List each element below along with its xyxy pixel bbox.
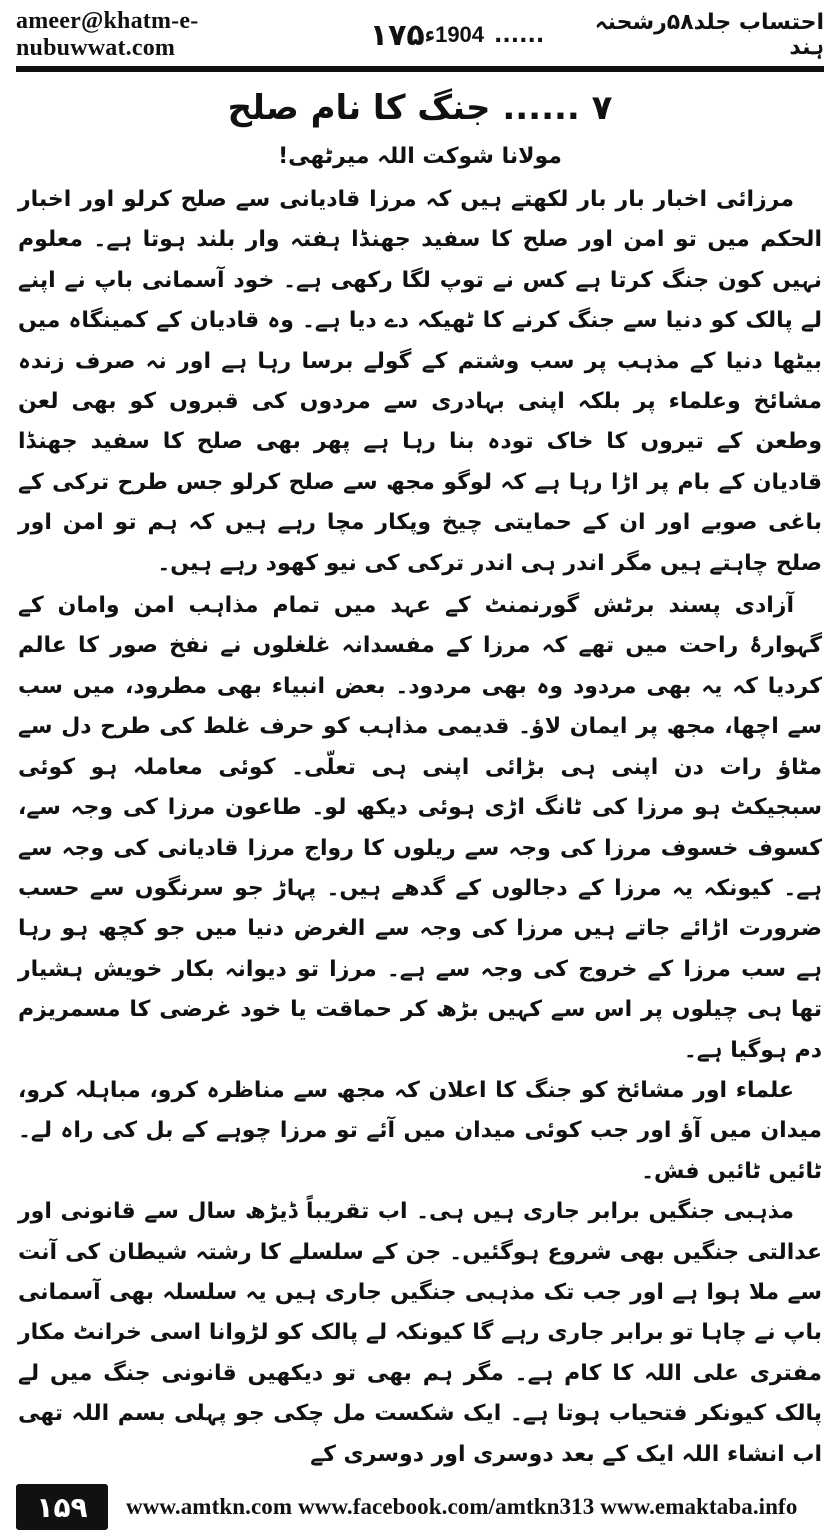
footer-page-number: ۱۵۹: [16, 1484, 108, 1530]
paragraph-2: آزادی پسند برٹش گورنمنٹ کے عہد میں تمام مذاہب امن وامان کے گہوارۂ راحت میں تھے کہ مرزا کے مفسدانہ غلغلوں نے نفخ صور کا عالم کردیا کہ یہ بھی مردود وہ بھی مردود۔ بعض انبیاء بھی مطرود، میں سب سے اچھا، مجھ پر ایمان لاؤ۔ قدیمی مذاہب کو حرف غلط کی طرح دل سے مٹاؤ رات دن اپنی ہی بڑائی اپنی ہی تعلّی۔ کوئی معاملہ ہو کوئی سبجیکٹ ہو مرزا کی ٹانگ اڑی ہوئی دیکھ لو۔ طاعون مرزا کی وجہ سے، کسوف خسوف مرزا کی وجہ سے ریلوں کا رواج مرزا قادیانی کی وجہ سے ہے۔ کیونکہ یہ مرزا کے دجالوں کے گدھے ہیں۔ پہاڑ جو سرنگوں سے حسب ضرورت اڑائے جاتے ہیں مرزا کی وجہ سے الغرض دنیا میں جو کچھ ہو رہا ہے سب مرزا کے خروج کی وجہ سے ہے۔ مرزا تو دیوانہ بکار خویش ہشیار تھا ہی چیلوں پر اس سے کہیں بڑھ کر حماقت یا خود غرضی کا مسمریزم دم ہوگیا ہے۔: [18, 593, 822, 1063]
header-dots: ......: [494, 22, 545, 48]
paragraph-1: مرزائی اخبار بار بار لکھتے ہیں کہ مرزا قادیانی سے صلح کرلو اور اخبار الحکم میں تو امن اور صلح کا سفید جھنڈا ہفتہ وار بلند ہوتا ہے۔ معلوم نہیں کون جنگ کرتا ہے کس نے توپ لگا رکھی ہے۔ خود آسمانی باپ نے اپنے لے پالک کو دنیا سے جنگ کرنے کا ٹھیکہ دے دیا ہے۔ وہ قادیان کے کمینگاہ میں بیٹھا دنیا کے مذہب پر سب وشتم کے گولے برسا رہا ہے اور نہ صرف زندہ مشائخ وعلماء پر بلکہ اپنی بہادری سے مردوں کی قبروں کو بھی لعن وطعن کے تیروں کا خاک تودہ بنا رہا ہے پھر بھی صلح کا سفید جھنڈا قادیان کے بام پر اڑا رہا ہے کہ لوگو مجھ سے صلح کرلو جس طرح ترکی کے باغی صوبے اور ان کے حمایتی چیخ وپکار مچا رہے ہیں کہ ہم تو امن اور صلح چاہتے ہیں مگر اندر ہی اندر ترکی کی نیو کھود رہے ہیں۔: [18, 187, 822, 576]
paragraph-3: علماء اور مشائخ کو جنگ کا اعلان کہ مجھ سے مناظرہ کرو، مباہلہ کرو، میدان میں آؤ اور جب کوئی میدان میں آئے تو مرزا چوہے کے بل کی راہ لے۔ ٹائیں ٹائیں فش۔: [18, 1077, 822, 1184]
header-divider: [16, 66, 824, 72]
article-title: ۷ ...... جنگ کا نام صلح: [227, 88, 613, 128]
header-left-group: [16, 8, 425, 62]
page-footer: [16, 1482, 824, 1532]
header-year: 1904ء: [424, 22, 485, 47]
page-header: [16, 10, 824, 60]
header-volume-label: احتساب جلد۵۸رشحنہ ہند: [594, 10, 824, 60]
article-author: مولانا شوکت اللہ میرٹھی!: [278, 144, 562, 169]
header-page-number: ۱۷۵: [369, 17, 425, 53]
header-right-group: [425, 10, 824, 60]
header-email[interactable]: ameer@khatm-e-nubuwwat.com: [16, 8, 199, 61]
article-body: [18, 78, 822, 1475]
paragraph-4: مذہبی جنگیں برابر جاری ہیں ہی۔ اب تقریباً ڈیڑھ سال سے قانونی اور عدالتی جنگیں بھی شروع ہوگئیں۔ جن کے سلسلے کا رشتہ شیطان کی آنت سے ملا ہوا ہے اور جب تک مذہبی جنگیں جاری ہیں یہ سلسلہ بھی آسمانی باپ نے چاہا تو برابر جاری رہے گا کیونکہ لے پالک کو لڑوانا اسی خرانٹ مکار مفتری علی اللہ کا کام ہے۔ مگر ہم بھی تو دیکھیں قانونی جنگ میں لے پالک کیونکر فتحیاب ہوتا ہے۔ ایک شکست مل چکی جو پہلی بسم اللہ تھی اب انشاء اللہ ایک کے بعد دوسری اور دوسری کے: [18, 1199, 822, 1467]
footer-links[interactable]: www.amtkn.com www.facebook.com/amtkn313 www.emaktaba.info: [126, 1494, 798, 1519]
